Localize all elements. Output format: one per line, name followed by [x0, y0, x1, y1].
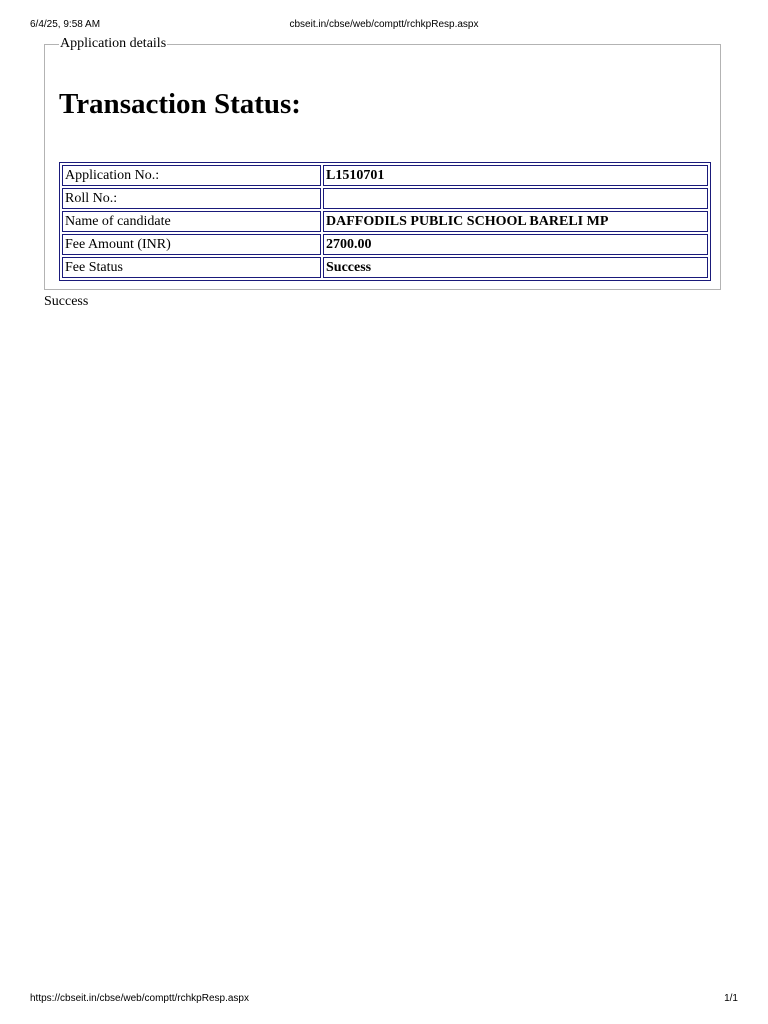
- application-no-label: Application No.:: [62, 165, 321, 186]
- table-row: [62, 257, 708, 278]
- print-footer-url: https://cbseit.in/cbse/web/comptt/rchkpResp.aspx: [30, 993, 249, 1004]
- fee-status-value: Success: [323, 257, 708, 278]
- candidate-name-value: DAFFODILS PUBLIC SCHOOL BARELI MP: [323, 211, 708, 232]
- application-no-value: L1510701: [323, 165, 708, 186]
- table-row: [62, 188, 708, 209]
- transaction-details-table: [59, 162, 711, 281]
- application-details-legend: Application details: [60, 36, 167, 51]
- result-message: Success: [44, 294, 89, 309]
- fee-amount-label: Fee Amount (INR): [62, 234, 321, 255]
- fee-status-label: Fee Status: [62, 257, 321, 278]
- roll-no-value: [323, 188, 708, 209]
- roll-no-label: Roll No.:: [62, 188, 321, 209]
- print-datetime: 6/4/25, 9:58 AM: [30, 19, 101, 30]
- page-title: Transaction Status:: [59, 88, 301, 120]
- print-page-count: 1/1: [724, 993, 738, 1004]
- table-row: [62, 211, 708, 232]
- table-row: [62, 165, 708, 186]
- application-details-fieldset: [44, 36, 721, 290]
- print-page-url: cbseit.in/cbse/web/comptt/rchkpResp.aspx: [289, 19, 479, 30]
- fee-amount-value: 2700.00: [323, 234, 708, 255]
- candidate-name-label: Name of candidate: [62, 211, 321, 232]
- table-row: [62, 234, 708, 255]
